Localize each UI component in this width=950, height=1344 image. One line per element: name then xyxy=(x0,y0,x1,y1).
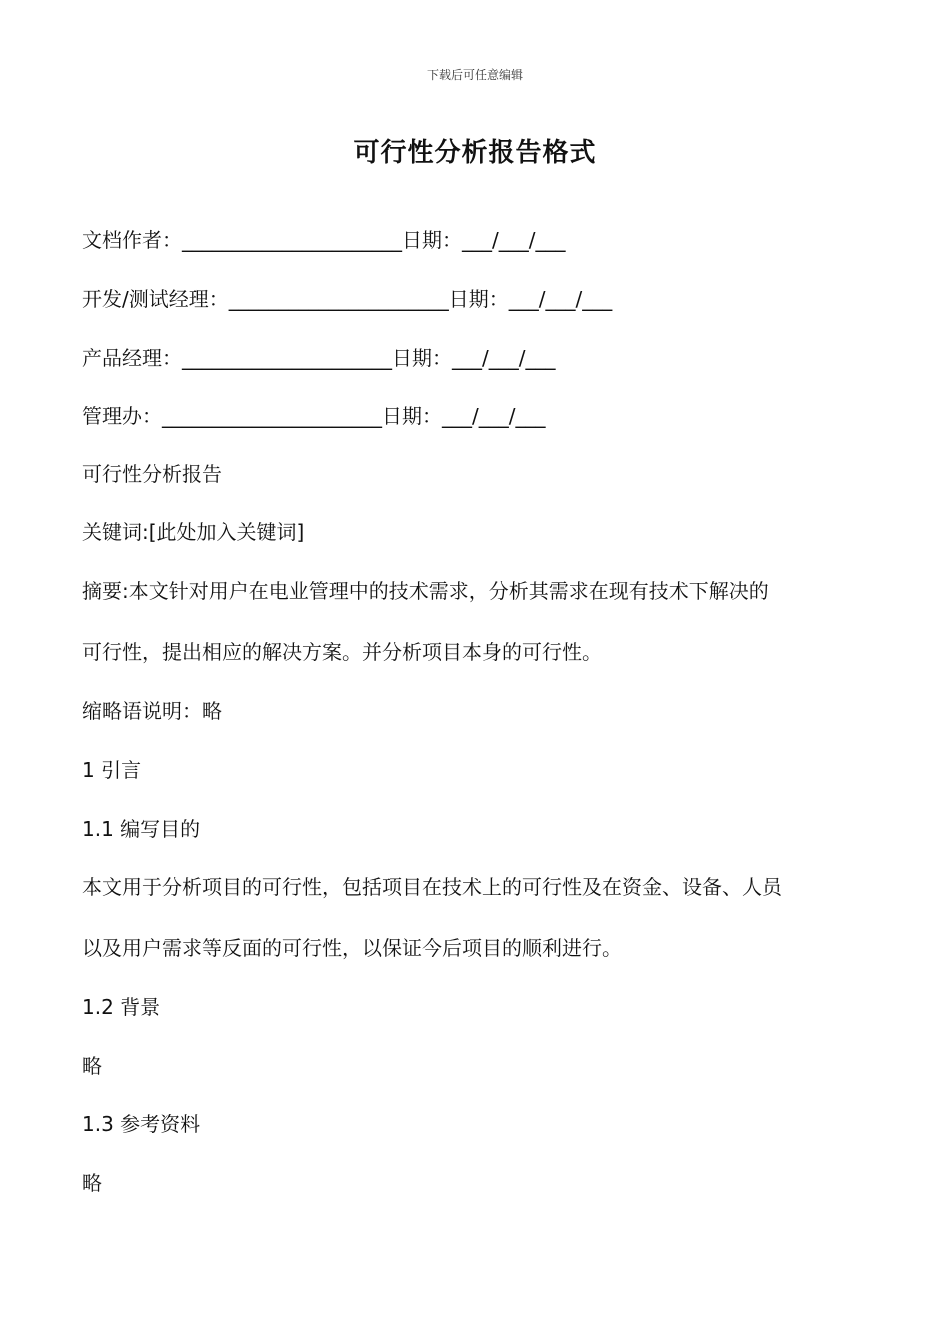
header-note: 下载后可任意编辑 xyxy=(426,68,523,82)
keywords-line: 关键词:[此处加入关键词] xyxy=(82,520,305,544)
abbreviations-line: 缩略语说明：略 xyxy=(82,699,222,723)
abstract-line-1: 摘要:本文针对用户在电业管理中的技术需求，分析其需求在现有技术下解决的 xyxy=(82,579,769,603)
signoff-product-manager-line: 产品经理：_____________________日期：___/___/___ xyxy=(82,346,556,370)
report-heading: 可行性分析报告 xyxy=(82,462,222,486)
section-1-2-heading: 1.2 背景 xyxy=(82,995,161,1019)
purpose-line-1: 本文用于分析项目的可行性，包括项目在技术上的可行性及在资金、设备、人员 xyxy=(82,875,782,899)
abstract-line-2: 可行性，提出相应的解决方案。并分析项目本身的可行性。 xyxy=(82,640,602,664)
background-text: 略 xyxy=(82,1054,102,1078)
signoff-management-office-line: 管理办：______________________日期：___/___/___ xyxy=(82,404,546,428)
signoff-dev-test-manager-line: 开发/测试经理：______________________日期：___/___/___ xyxy=(82,287,613,311)
section-1-heading: 1 引言 xyxy=(82,758,142,782)
document-title: 可行性分析报告格式 xyxy=(353,138,597,168)
signoff-author-line: 文档作者：______________________日期：___/___/___ xyxy=(82,228,566,252)
section-1-1-heading: 1.1 编写目的 xyxy=(82,817,201,841)
references-text: 略 xyxy=(82,1171,102,1195)
purpose-line-2: 以及用户需求等反面的可行性，以保证今后项目的顺利进行。 xyxy=(82,936,622,960)
section-1-3-heading: 1.3 参考资料 xyxy=(82,1112,201,1136)
